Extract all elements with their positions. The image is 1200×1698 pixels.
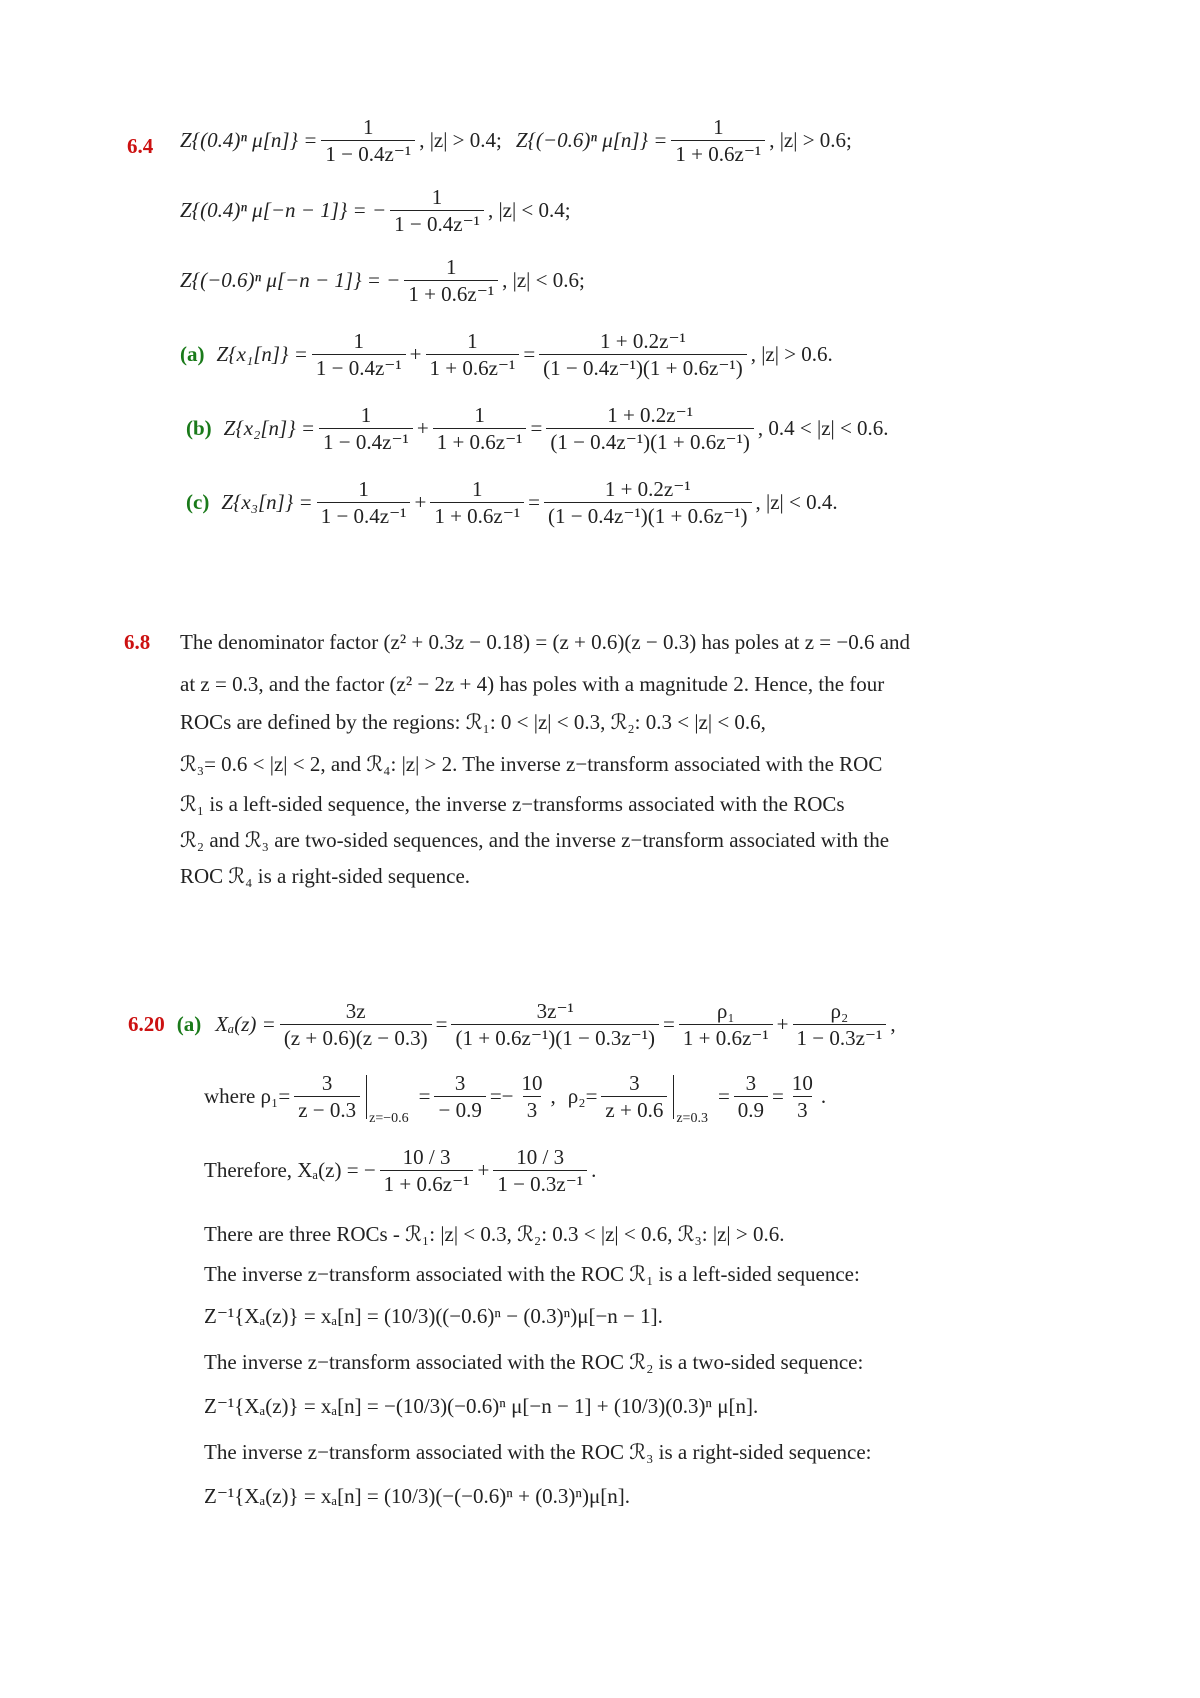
equation-therefore: Therefore, Xₐ(z) = − $\frac{10 / 3}{\text{1 + 0.6z⁻¹}}$ + $\frac{10 / 3}{\text{1 − 0.3z⁻¹}}$ . (204, 1145, 597, 1196)
fraction: $\frac{\text{ρ₁}}{\text{1 + 0.6z⁻¹}}$ (679, 1000, 773, 1049)
equation-line-1: Z{(0.4)ⁿ μ[n]} = $\frac{1}{\text{1 − 0.4z⁻¹}}$ , |z| > 0.4; Z{(−0.6)ⁿ μ[n]} = $\frac{1}{\text{1 + 0.6z⁻¹}}$ , |z| > 0.6; (180, 115, 852, 166)
fraction: $\frac{3z}{(z + 0.6)(z - 0.3)}$ (280, 1000, 432, 1049)
fraction: $\frac{1}{\text{1 − 0.4z⁻¹}}$ (321, 116, 415, 165)
text-line: at z = 0.3, and the factor (z² − 2z + 4) has poles with a magnitude 2. Hence, the four (180, 672, 885, 696)
equation-inverse-2: Z⁻¹{Xₐ(z)} = xₐ[n] = −(10/3)(−0.6)ⁿ μ[−n − 1] + (10/3)(0.3)ⁿ μ[n]. (204, 1394, 759, 1418)
fraction: $\frac{1}{\text{1 − 0.4z⁻¹}}$ (390, 186, 484, 235)
problem-number: 6.4 (127, 134, 154, 158)
equation-residues: where ρ₁= $\frac{3}{z - 0.3}$ z=−0.6 = $\frac{3}{- 0.9}$ = − $\frac{10}{3}$ , ρ₂= $\frac{3}{z + 0.6}$ z=0.3 = $\frac{3}{0.9}$ = $\frac{10}{3}$ . (204, 1071, 827, 1126)
text-line: ℛ₂ and ℛ₃ are two-sided sequences, and the inverse z−transform associated with the (180, 828, 890, 852)
problem-number: 6.8 (124, 630, 151, 654)
rocs-line: There are three ROCs - ℛ₁: |z| < 0.3, ℛ₂: 0.3 < |z| < 0.6, ℛ₃: |z| > 0.6. (204, 1222, 785, 1246)
problem-number: 6.20 (128, 1012, 165, 1036)
equation-b: (b) Z{x₂[n]} = $\frac{1}{\text{1 − 0.4z⁻¹}}$ + $\frac{1}{\text{1 + 0.6z⁻¹}}$ = $\frac{\text{1 + 0.2z⁻¹}}{\text{(1 − 0.4z⁻¹)(1 + 0.6z⁻¹)}}$ , 0.4 < |z| < 0.6. (186, 403, 889, 454)
text-line: ROCs are defined by the regions: ℛ₁: 0 < |z| < 0.3, ℛ₂: 0.3 < |z| < 0.6, (180, 710, 766, 734)
fraction: $\frac{\text{3z⁻¹}}{\text{(1 + 0.6z⁻¹)(1 − 0.3z⁻¹)}}$ (451, 1000, 659, 1049)
text-line: The denominator factor (z² + 0.3z − 0.18) = (z + 0.6)(z − 0.3) has poles at z = −0.6 and (180, 630, 911, 654)
fraction: $\frac{1}{\text{1 + 0.6z⁻¹}}$ (404, 256, 498, 305)
equation-xa: 6.20 (a) Xₐ(z) = $\frac{3z}{(z + 0.6)(z - 0.3)}$ = $\frac{\text{3z⁻¹}}{\text{(1 + 0.6z⁻¹)(1 − 0.3z⁻¹)}}$ = $\frac{\text{ρ₁}}{\text{1 + 0.6z⁻¹}}$ + $\frac{\text{ρ₂}}{\text{1 − 0.3z⁻¹}}$ , (128, 999, 896, 1050)
equation-c: (c) Z{x₃[n]} = $\frac{1}{\text{1 − 0.4z⁻¹}}$ + $\frac{1}{\text{1 + 0.6z⁻¹}}$ = $\frac{\text{1 + 0.2z⁻¹}}{\text{(1 − 0.4z⁻¹)(1 + 0.6z⁻¹)}}$ , |z| < 0.4. (186, 477, 838, 528)
text-line: The inverse z−transform associated with the ROC ℛ₁ is a left-sided sequence: (204, 1262, 860, 1286)
equation-line-3: Z{(−0.6)ⁿ μ[−n − 1]} = − $\frac{1}{\text{1 + 0.6z⁻¹}}$ , |z| < 0.6; (180, 255, 585, 306)
evaluation-bar (366, 1075, 367, 1119)
equation-line-2: Z{(0.4)ⁿ μ[−n − 1]} = − $\frac{1}{\text{1 − 0.4z⁻¹}}$ , |z| < 0.4; (180, 185, 571, 236)
equation-inverse-1: Z⁻¹{Xₐ(z)} = xₐ[n] = (10/3)((−0.6)ⁿ − (0.3)ⁿ)μ[−n − 1]. (204, 1304, 663, 1328)
equation-a: (a) Z{x₁[n]} = $\frac{1}{\text{1 − 0.4z⁻¹}}$ + $\frac{1}{\text{1 + 0.6z⁻¹}}$ = $\frac{\text{1 + 0.2z⁻¹}}{\text{(1 − 0.4z⁻¹)(1 + 0.6z⁻¹)}}$ , |z| > 0.6. (180, 329, 833, 380)
text-line: The inverse z−transform associated with the ROC ℛ₂ is a two-sided sequence: (204, 1350, 864, 1374)
equation-inverse-3: Z⁻¹{Xₐ(z)} = xₐ[n] = (10/3)(−(−0.6)ⁿ + (0.3)ⁿ)μ[n]. (204, 1484, 631, 1508)
fraction: $\frac{1}{\text{1 + 0.6z⁻¹}}$ (671, 116, 765, 165)
text-line: ℛ₃= 0.6 < |z| < 2, and ℛ₄: |z| > 2. The inverse z−transform associated with the ROC (180, 752, 883, 776)
text-line: ROC ℛ₄ is a right-sided sequence. (180, 864, 471, 888)
text-line: ℛ₁ is a left-sided sequence, the inverse z−transforms associated with the ROCs (180, 792, 845, 816)
evaluation-bar (673, 1075, 674, 1119)
text-line: The inverse z−transform associated with the ROC ℛ₃ is a right-sided sequence: (204, 1440, 872, 1464)
fraction: $\frac{\text{ρ₂}}{\text{1 − 0.3z⁻¹}}$ (793, 1000, 887, 1049)
